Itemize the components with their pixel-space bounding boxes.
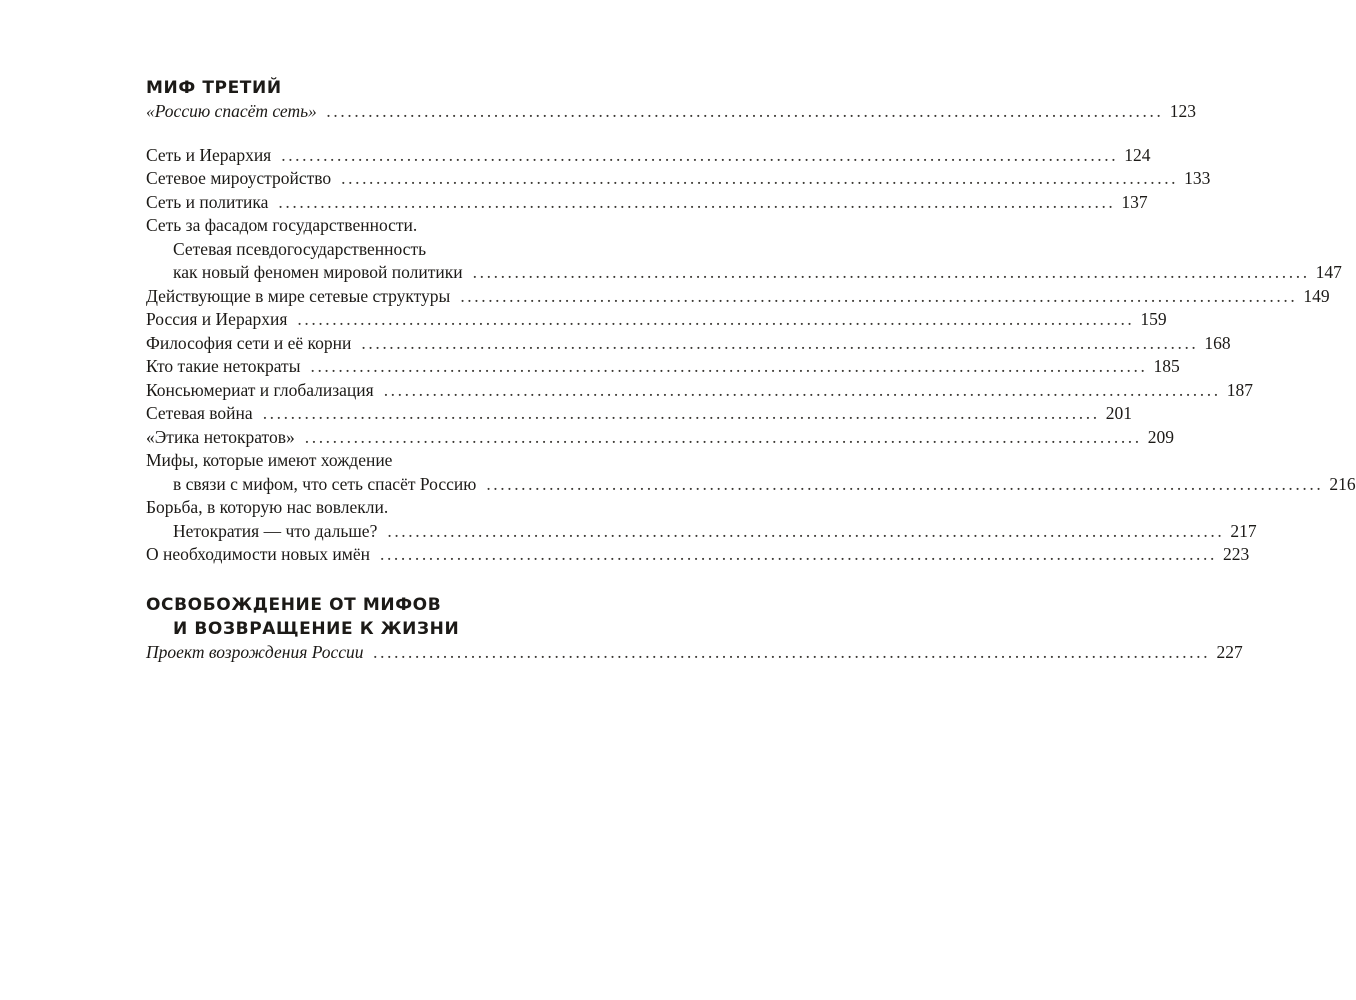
toc-page-number: 147 — [1315, 262, 1342, 282]
toc-entry — [146, 332, 1231, 356]
toc-page-number: 159 — [1140, 309, 1167, 329]
dot-leader: ........................................................................................................................ — [460, 285, 1298, 306]
toc-entry-line: Сеть за фасадом государственности. — [146, 215, 418, 235]
toc-entry — [146, 520, 1257, 544]
toc-entry — [146, 167, 1211, 191]
toc-entry-subtitle — [146, 100, 1197, 124]
dot-leader: ........................................................................................................................ — [304, 426, 1142, 447]
toc-entry-label: как новый феномен мировой политики — [173, 262, 463, 282]
toc-page-number: 227 — [1216, 641, 1243, 662]
toc-entry-label: в связи с мифом, что сеть спасёт Россию — [173, 473, 477, 494]
toc-page-number: 187 — [1226, 379, 1253, 400]
toc-entry-label: О необходимости новых имён — [146, 544, 370, 564]
dot-leader: ........................................................................................................................ — [373, 641, 1211, 662]
toc-page-number: 185 — [1153, 356, 1180, 376]
toc-entry — [146, 426, 1174, 450]
toc-page-number: 209 — [1147, 426, 1174, 447]
toc-entry-line: Мифы, которые имеют хождение — [146, 450, 393, 470]
section-heading-liberation: ОСВОБОЖДЕНИЕ ОТ МИФОВ — [146, 594, 442, 615]
dot-leader: ........................................................................................................................ — [387, 520, 1225, 541]
toc-entry — [146, 308, 1167, 332]
table-of-contents — [146, 76, 1356, 664]
toc-entry-label: Сетевая война — [146, 403, 253, 423]
section-heading-myth-three: МИФ ТРЕТИЙ — [146, 78, 282, 98]
toc-page-number: 123 — [1169, 101, 1197, 121]
toc-page-number: 124 — [1124, 144, 1151, 165]
dot-leader: ........................................................................................................................ — [472, 262, 1310, 282]
toc-entry — [146, 543, 1250, 567]
toc-entry — [146, 261, 1342, 285]
toc-entry — [146, 402, 1132, 426]
toc-entry — [146, 379, 1253, 403]
toc-entry-label: Сеть и политика — [146, 191, 269, 212]
toc-entry-label: «Россию спасёт сеть» — [146, 101, 317, 121]
dot-leader: ........................................................................................................................ — [281, 144, 1119, 165]
toc-entry-label: «Этика нетократов» — [146, 426, 295, 447]
toc-entry-label: Философия сети и её корни — [146, 332, 352, 353]
toc-page-number: 137 — [1121, 191, 1148, 212]
toc-entry-line: Борьба, в которую нас вовлекли. — [146, 497, 389, 517]
toc-entry-label: Сеть и Иерархия — [146, 144, 272, 165]
toc-page-number: 133 — [1184, 168, 1211, 188]
dot-leader: ........................................................................................................................ — [361, 332, 1199, 353]
dot-leader: ........................................................................................................................ — [486, 473, 1324, 494]
toc-page-number: 201 — [1105, 403, 1132, 423]
toc-entry — [146, 144, 1151, 168]
dot-leader: ........................................................................................................................ — [310, 356, 1148, 376]
toc-entry-label: Кто такие нетократы — [146, 356, 301, 376]
toc-page-number: 168 — [1204, 332, 1231, 353]
toc-entry — [146, 191, 1148, 215]
toc-entry-line: Сетевая псевдогосударственность — [173, 238, 427, 259]
dot-leader: ........................................................................................................................ — [379, 544, 1217, 564]
toc-entry — [146, 285, 1330, 309]
toc-entry-label: Сетевое мироустройство — [146, 168, 332, 188]
toc-page-number: 149 — [1303, 285, 1330, 306]
dot-leader: ........................................................................................................................ — [262, 403, 1100, 423]
toc-entry-label: Проект возрождения России — [146, 641, 364, 662]
dot-leader: ........................................................................................................................ — [297, 309, 1135, 329]
toc-entry-label: Нетократия — что дальше? — [173, 520, 378, 541]
toc-page-number: 217 — [1230, 520, 1257, 541]
toc-entry-label: Россия и Иерархия — [146, 309, 288, 329]
toc-entry — [146, 473, 1356, 497]
section-heading-liberation-line2: И ВОЗВРАЩЕНИЕ К ЖИЗНИ — [173, 618, 460, 639]
toc-entry-label: Консьюмериат и глобализация — [146, 379, 374, 400]
toc-entry-label: Действующие в мире сетевые структуры — [146, 285, 451, 306]
dot-leader: ........................................................................................................................ — [278, 191, 1116, 212]
toc-page-number: 223 — [1222, 544, 1250, 564]
dot-leader: ........................................................................................................................ — [326, 101, 1164, 121]
dot-leader: ........................................................................................................................ — [383, 379, 1221, 400]
toc-page-number: 216 — [1329, 473, 1356, 494]
toc-entry — [146, 355, 1180, 379]
dot-leader: ........................................................................................................................ — [341, 168, 1179, 188]
toc-entry-subtitle — [146, 641, 1243, 665]
